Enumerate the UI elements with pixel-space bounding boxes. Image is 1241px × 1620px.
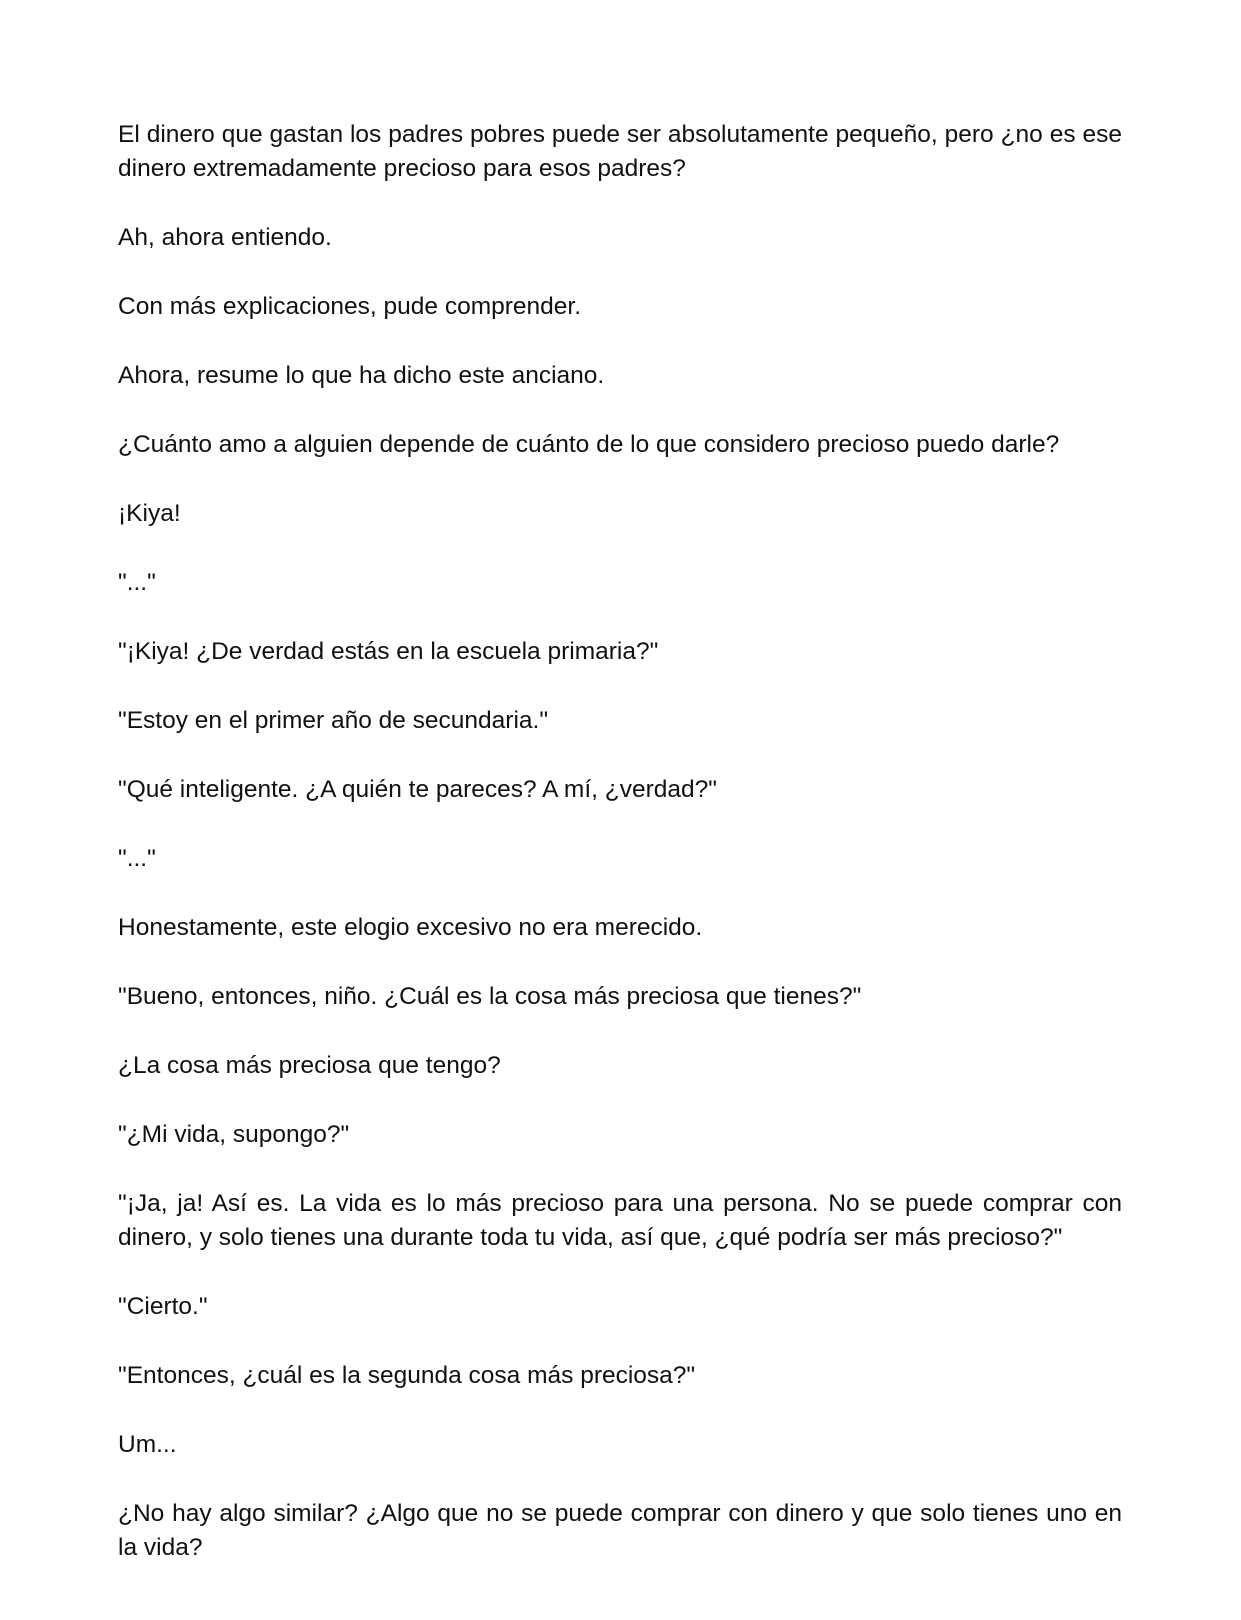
paragraph: "Cierto." [118, 1293, 208, 1320]
paragraph: "¡Ja, ja! Así es. La vida es lo más precioso para una persona. No se puede comprar con dinero, y solo tienes una durante toda tu vida, así que, ¿qué podría ser más precioso?" [118, 1190, 1122, 1251]
paragraph: ¿Cuánto amo a alguien depende de cuánto de lo que considero precioso puedo darle? [118, 431, 1060, 458]
paragraph: "Entonces, ¿cuál es la segunda cosa más preciosa?" [118, 1362, 696, 1389]
paragraph: "..." [118, 569, 156, 596]
paragraph: Ahora, resume lo que ha dicho este anciano. [118, 362, 605, 389]
paragraph: Con más explicaciones, pude comprender. [118, 293, 582, 320]
paragraph: "Qué inteligente. ¿A quién te pareces? A mí, ¿verdad?" [118, 776, 717, 803]
paragraph: Ah, ahora entiendo. [118, 224, 332, 251]
paragraph: ¡Kiya! [118, 500, 181, 527]
paragraph: "..." [118, 845, 156, 872]
paragraph: "Estoy en el primer año de secundaria." [118, 707, 549, 734]
paragraph: Honestamente, este elogio excesivo no era merecido. [118, 914, 703, 941]
paragraph: "Bueno, entonces, niño. ¿Cuál es la cosa más preciosa que tienes?" [118, 983, 862, 1010]
paragraph: "¡Kiya! ¿De verdad estás en la escuela primaria?" [118, 638, 659, 665]
paragraph: El dinero que gastan los padres pobres puede ser absolutamente pequeño, pero ¿no es ese dinero extremadamente precioso para esos padres? [118, 121, 1122, 182]
paragraph: ¿No hay algo similar? ¿Algo que no se puede comprar con dinero y que solo tienes uno en la vida? [118, 1500, 1122, 1561]
document-body [118, 118, 1122, 1600]
paragraph: ¿La cosa más preciosa que tengo? [118, 1052, 501, 1079]
paragraph: "¿Mi vida, supongo?" [118, 1121, 350, 1148]
paragraph: Um... [118, 1431, 177, 1458]
